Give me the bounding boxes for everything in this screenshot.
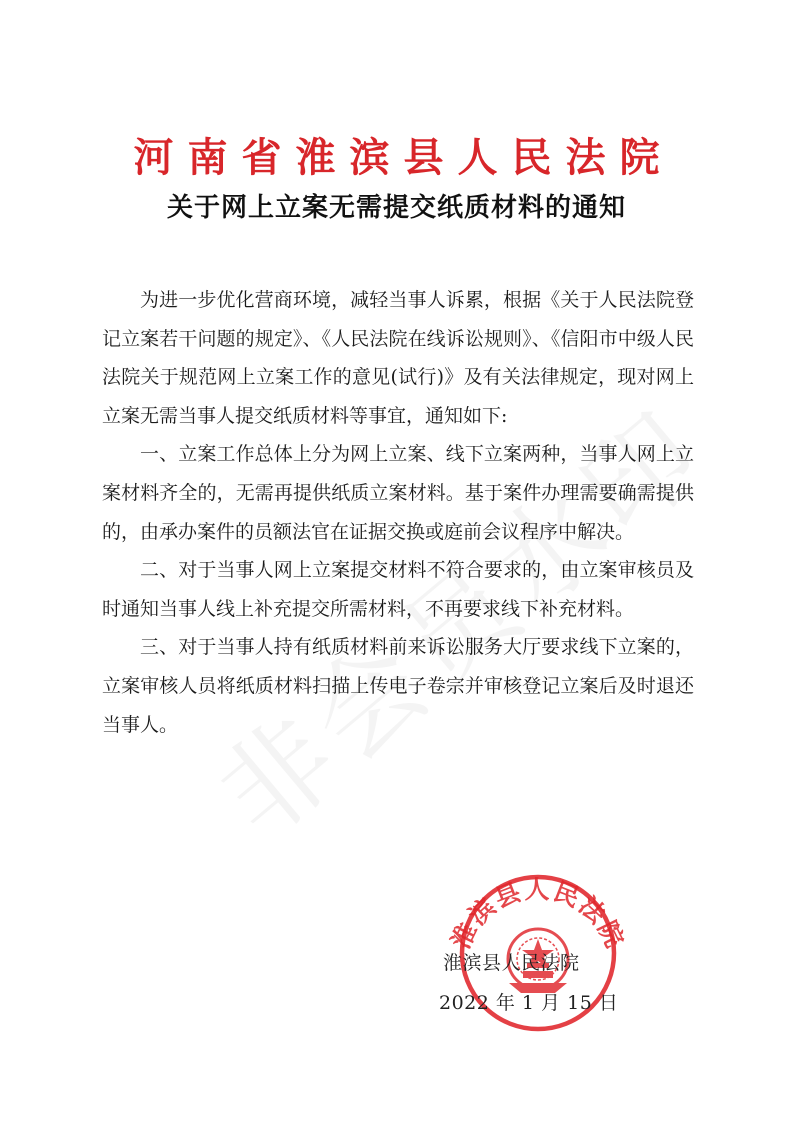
signature-date: 2022 年 1 月 15 日 — [439, 992, 619, 1014]
notice-body — [102, 281, 694, 744]
paragraph-item-1: 一、立案工作总体上分为网上立案、线下立案两种，当事人网上立案材料齐全的，无需再提供纸质立案材料。基于案件办理需要确需提供的，由承办案件的员额法官在证据交换或庭前会议程序中解决。 — [102, 443, 694, 543]
svg-text:淮滨县人民法院: 淮滨县人民法院 — [445, 875, 631, 954]
paragraph-item-2: 二、对于当事人网上立案提交材料不符合要求的，由立案审核员及时通知当事人线上补充提交所需材料，不再要求线下补充材料。 — [102, 559, 694, 620]
paragraph-intro: 为进一步优化营商环境，减轻当事人诉累，根据《关于人民法院登记立案若干问题的规定》、《人民法院在线诉讼规则》、《信阳市中级人民法院关于规范网上立案工作的意见(试行)》及有关法律规定，现对网上立案无需当事人提交纸质材料等事宜，通知如下: — [102, 289, 694, 427]
notice-title: 关于网上立案无需提交纸质材料的通知 — [166, 193, 626, 223]
signature-organization: 淮滨县人民法院 — [443, 952, 580, 974]
court-name-heading: 河南省淮滨县人民法院 — [133, 134, 674, 181]
paragraph-item-3: 三、对于当事人持有纸质材料前来诉讼服务大厅要求线下立案的，立案审核人员将纸质材料扫描上传电子卷宗并审核登记立案后及时退还当事人。 — [102, 636, 694, 736]
